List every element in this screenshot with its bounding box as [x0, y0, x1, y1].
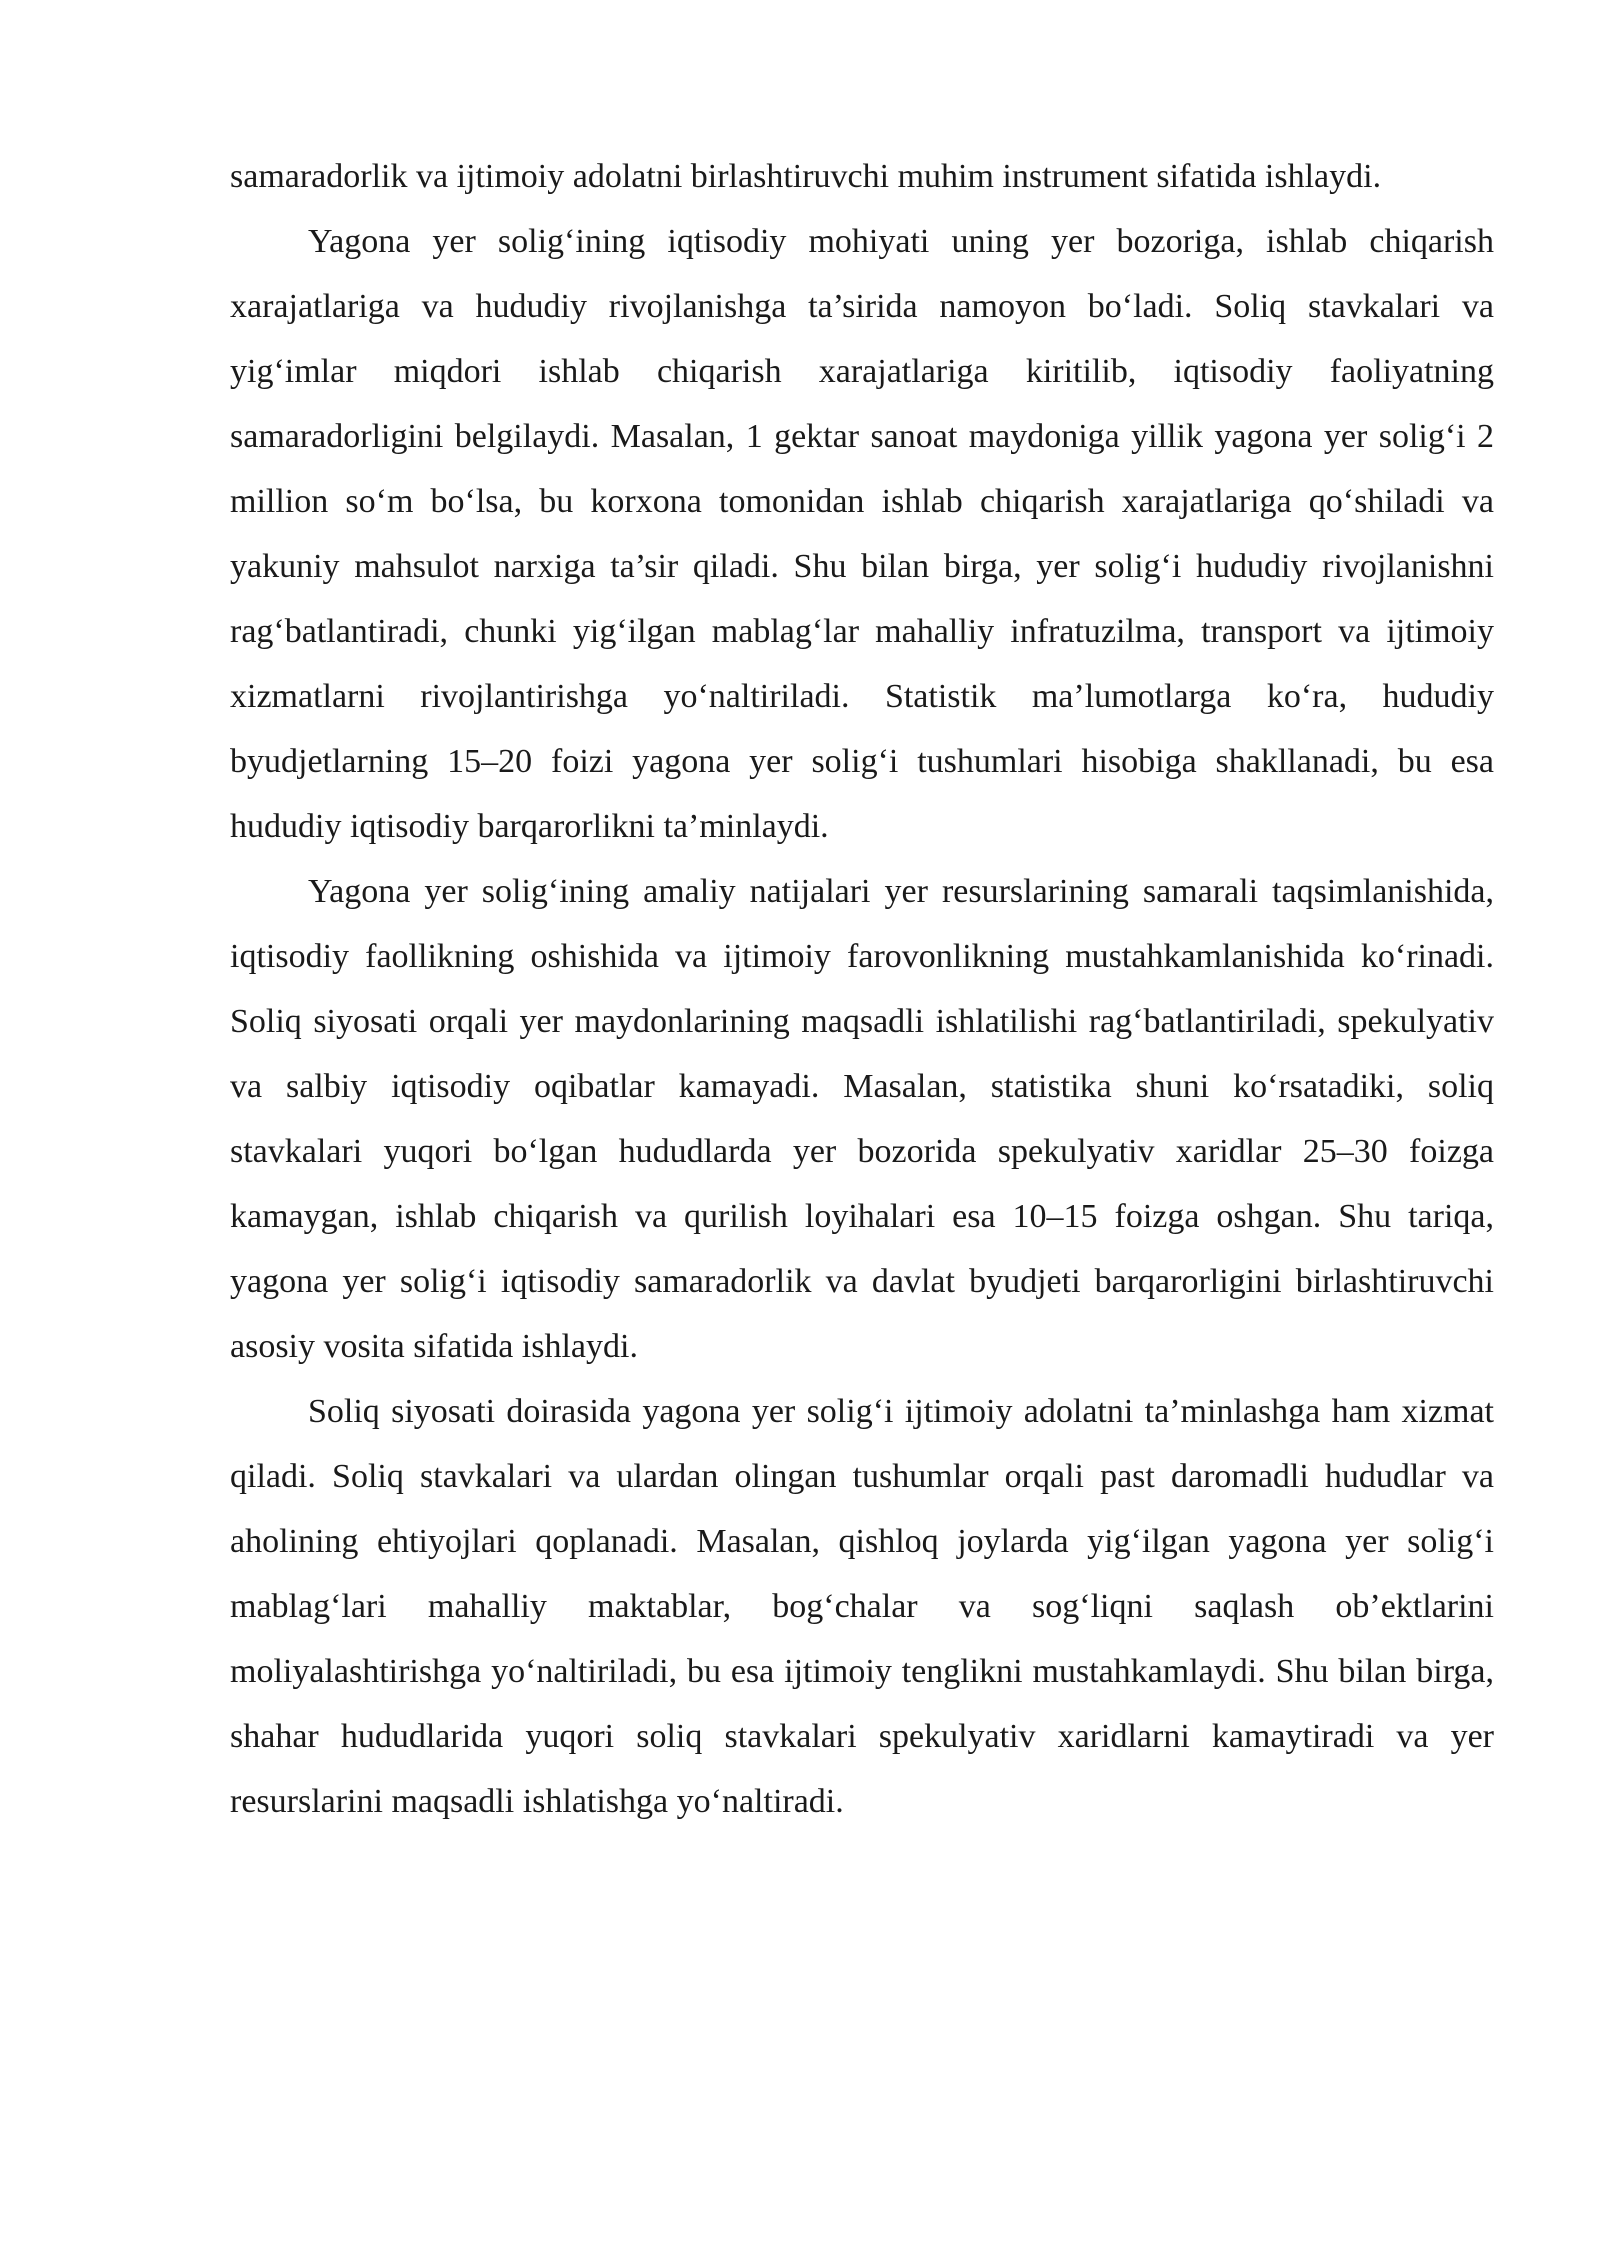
paragraph-continuation: samaradorlik va ijtimoiy adolatni birlashtiruvchi muhim instrument sifatida ishlaydi.	[230, 158, 1382, 195]
paragraph-economic-essence: Yagona yer solig‘ining iqtisodiy mohiyati uning yer bozoriga, ishlab chiqarish xarajatlariga va hududiy rivojlanishga ta’sirida namoyon bo‘ladi. Soliq stavkalari va yig‘imlar miqdori ishlab chiqarish xarajatlariga kiritilib, iqtisodiy faoliyatning samaradorligini belgilaydi. Masalan, 1 gektar sanoat maydoniga yillik yagona yer solig‘i 2 million so‘m bo‘lsa, bu korxona tomonidan ishlab chiqarish xarajatlariga qo‘shiladi va yakuniy mahsulot narxiga ta’sir qiladi. Shu bilan birga, yer solig‘i hududiy rivojlanishni rag‘batlantiradi, chunki yig‘ilgan mablag‘lar mahalliy infratuzilma, transport va ijtimoiy xizmatlarni rivojlantirishga yo‘naltiriladi. Statistik ma’lumotlarga ko‘ra, hududiy byudjetlarning 15–20 foizi yagona yer solig‘i tushumlari hisobiga shakllanadi, bu esa hududiy iqtisodiy barqarorlikni ta’minlaydi.	[230, 223, 1494, 845]
document-page	[230, 144, 1494, 1834]
paragraph-practical-results: Yagona yer solig‘ining amaliy natijalari yer resurslarining samarali taqsimlanishida, iqtisodiy faollikning oshishida va ijtimoiy farovonlikning mustahkamlanishida ko‘rinadi. Soliq siyosati orqali yer maydonlarining maqsadli ishlatilishi rag‘batlantiriladi, spekulyativ va salbiy iqtisodiy oqibatlar kamayadi. Masalan, statistika shuni ko‘rsatadiki, soliq stavkalari yuqori bo‘lgan hududlarda yer bozorida spekulyativ xaridlar 25–30 foizga kamaygan, ishlab chiqarish va qurilish loyihalari esa 10–15 foizga oshgan. Shu tariqa, yagona yer solig‘i iqtisodiy samaradorlik va davlat byudjeti barqarorligini birlashtiruvchi asosiy vosita sifatida ishlaydi.	[230, 873, 1494, 1365]
paragraph-social-justice: Soliq siyosati doirasida yagona yer solig‘i ijtimoiy adolatni ta’minlashga ham xizmat qiladi. Soliq stavkalari va ulardan olingan tushumlar orqali past daromadli hududlar va aholining ehtiyojlari qoplanadi. Masalan, qishloq joylarda yig‘ilgan yagona yer solig‘i mablag‘lari mahalliy maktablar, bog‘chalar va sog‘liqni saqlash ob’ektlarini moliyalashtirishga yo‘naltiriladi, bu esa ijtimoiy tenglikni mustahkamlaydi. Shu bilan birga, shahar hududlarida yuqori soliq stavkalari spekulyativ xaridlarni kamaytiradi va yer resurslarini maqsadli ishlatishga yo‘naltiradi.	[230, 1393, 1494, 1820]
